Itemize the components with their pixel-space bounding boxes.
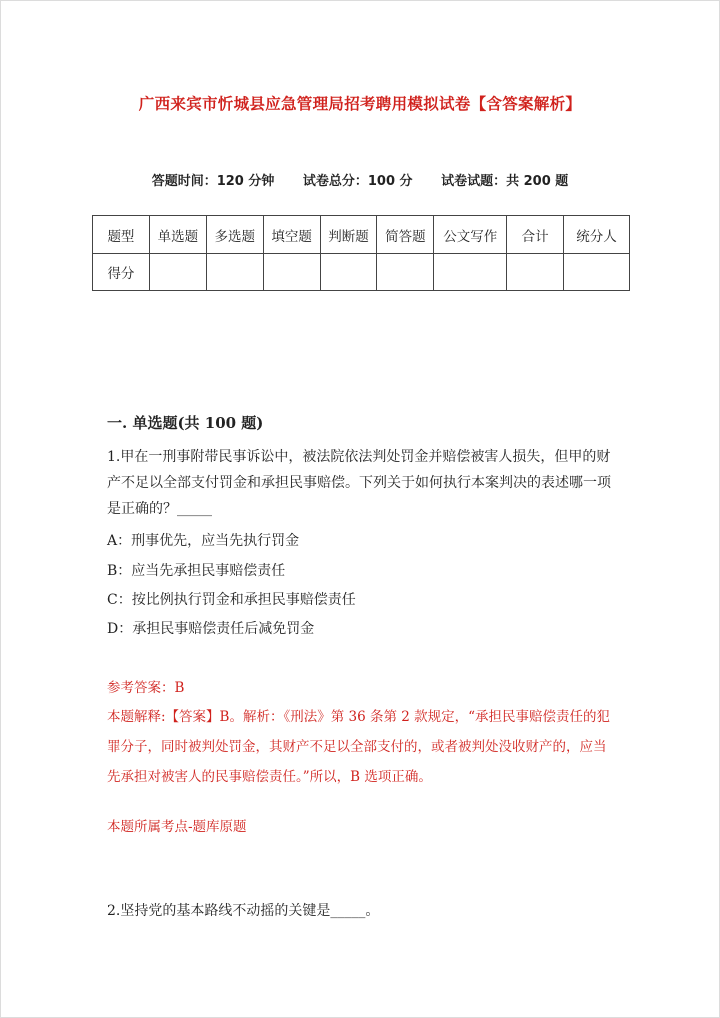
section-title: 一. 单选题(共 100 题) (107, 414, 264, 432)
exam-meta (0, 170, 720, 189)
score-table-header-row (93, 216, 630, 254)
question-option-b: B：应当先承担民事赔偿责任 (107, 563, 286, 579)
score-cell (263, 254, 320, 291)
document-title: 广西来宾市忻城县应急管理局招考聘用模拟试卷【含答案解析】 (138, 94, 582, 113)
exam-time: 答题时间：120 分钟 (151, 174, 275, 189)
score-cell (320, 254, 377, 291)
exam-total-score: 试卷总分：100 分 (302, 174, 413, 189)
score-table-header: 统分人 (564, 216, 630, 254)
question-option-a: A：刑事优先，应当先执行罚金 (107, 533, 300, 549)
score-table-header: 简答题 (377, 216, 434, 254)
score-table-header: 多选题 (206, 216, 263, 254)
answer-explanation: 本题解释:【答案】B。解析：《刑法》第 36 条第 2 款规定，“承担民事赔偿责任的犯罪分子，同时被判处罚金，其财产不足以全部支付的，或者被判处没收财产的，应当先承担对被害人的民事赔偿责任。”所以，B 选项正确。 (107, 709, 611, 785)
score-cell (507, 254, 564, 291)
question-stem: 2.坚持党的基本路线不动摇的关键是_____。 (107, 903, 380, 919)
knowledge-point: 本题所属考点-题库原题 (107, 819, 247, 835)
question-option-d: D：承担民事赔偿责任后减免罚金 (107, 621, 315, 637)
question-stem: 1.甲在一刑事附带民事诉讼中，被法院依法判处罚金并赔偿被害人损失，但甲的财产不足以全部支付罚金和承担民事赔偿。下列关于如何执行本案判决的表述哪一项是正确的？_____ (107, 449, 611, 517)
score-row-label: 得分 (93, 254, 150, 291)
reference-answer: 参考答案：B (107, 680, 185, 696)
score-table-score-row (93, 254, 630, 291)
score-table (92, 215, 630, 291)
score-cell (377, 254, 434, 291)
score-cell (564, 254, 630, 291)
score-table-header: 判断题 (320, 216, 377, 254)
question-option-c: C：按比例执行罚金和承担民事赔偿责任 (107, 592, 356, 608)
score-table-header: 合计 (507, 216, 564, 254)
score-cell (434, 254, 507, 291)
exam-total-questions: 试卷试题：共 200 题 (441, 174, 569, 189)
score-table-header: 单选题 (149, 216, 206, 254)
score-cell (206, 254, 263, 291)
score-table-header: 公文写作 (434, 216, 507, 254)
score-cell (149, 254, 206, 291)
score-table-header: 题型 (93, 216, 150, 254)
score-table-header: 填空题 (263, 216, 320, 254)
